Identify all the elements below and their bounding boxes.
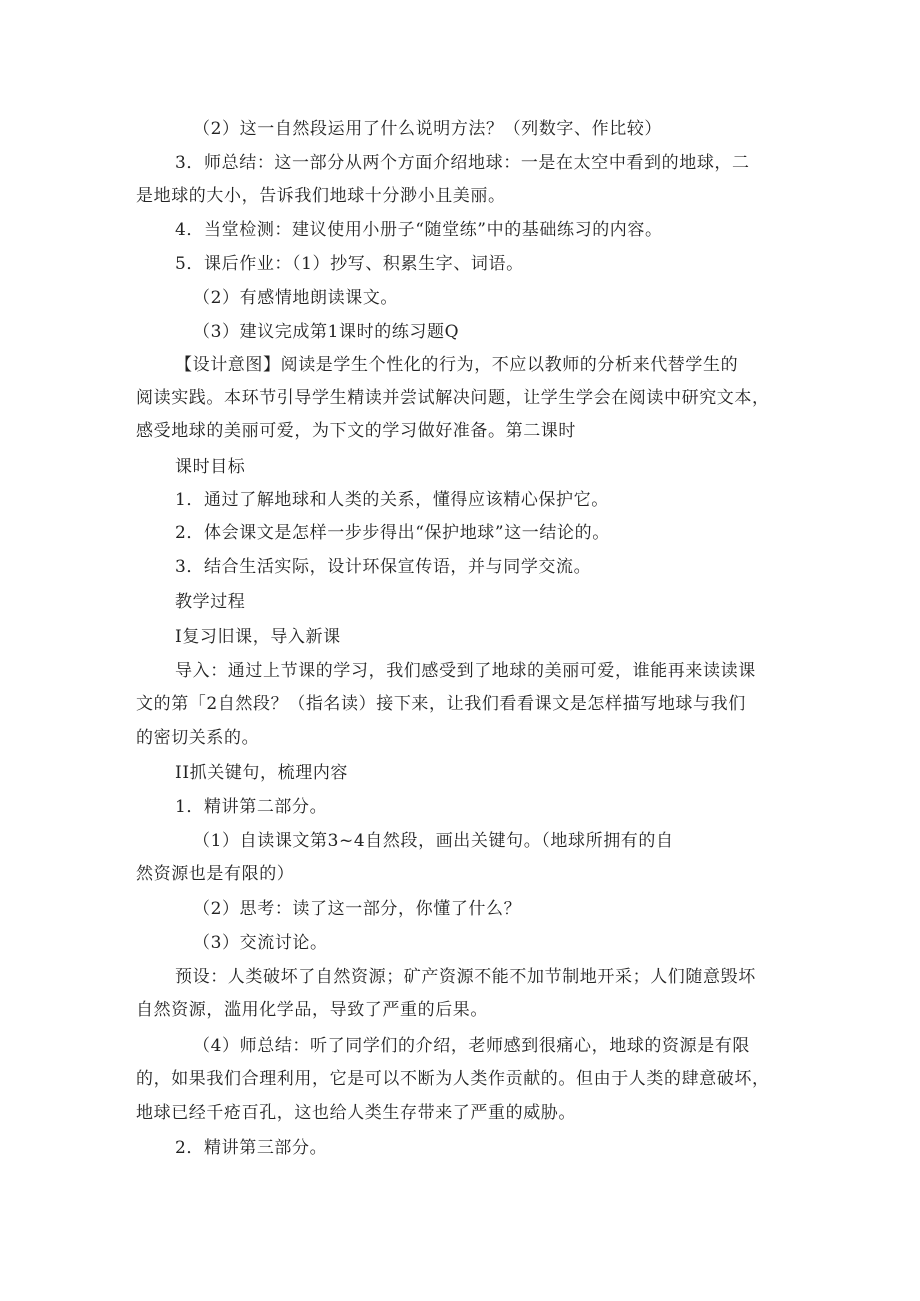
- text-line: 文的第「2自然段？（指名读）接下来，让我们看看课文是怎样描写地球与我们: [136, 694, 746, 714]
- text-line: （1）自读课文第3~4自然段，画出关键句。（地球所拥有的自: [193, 831, 674, 851]
- text-line: 【设计意图】阅读是学生个性化的行为，不应以教师的分析来代替学生的: [175, 355, 739, 375]
- text-line: 3．师总结：这一部分从两个方面介绍地球：一是在太空中看到的地球，二: [175, 153, 750, 173]
- text-line: 2．精讲第三部分。: [175, 1138, 328, 1158]
- text-line: （2）这一自然段运用了什么说明方法？（列数字、作比较）: [193, 119, 663, 139]
- text-line: （4）师总结：听了同学们的介绍，老师感到很痛心，地球的资源是有限: [193, 1036, 751, 1056]
- section-heading: 教学过程: [175, 592, 246, 612]
- text-line: 的，如果我们合理利用，它是可以不断为人类作贡献的。但由于人类的肆意破坏，: [136, 1069, 770, 1089]
- text-line: 1．精讲第二部分。: [175, 797, 328, 817]
- text-line: 感受地球的美丽可爱，为下文的学习做好准备。第二课时: [136, 421, 576, 441]
- text-line: 预设：人类破坏了自然资源；矿产资源不能不加节制地开采；人们随意毁坏: [175, 967, 756, 987]
- text-line: （2）思考：读了这一部分，你懂了什么？: [193, 899, 522, 919]
- text-line: （3）建议完成第1课时的练习题Q: [193, 322, 460, 342]
- text-line: 阅读实践。本环节引导学生精读并尝试解决问题，让学生学会在阅读中研究文本，: [136, 388, 770, 408]
- text-line: 5．课后作业：（1）抄写、积累生字、词语。: [175, 254, 524, 274]
- subsection-heading: II抓关键句，梳理内容: [175, 763, 349, 783]
- subsection-heading: Ⅰ复习旧课，导入新课: [175, 627, 341, 647]
- text-line: 地球已经千疮百孔，这也给人类生存带来了严重的威胁。: [136, 1103, 576, 1123]
- text-line: 3．结合生活实际，设计环保宣传语，并与同学交流。: [175, 557, 592, 577]
- text-line: 2．体会课文是怎样一步步得出“保护地球”这一结论的。: [175, 523, 610, 543]
- text-line: 的密切关系的。: [136, 728, 260, 748]
- text-line: 导入：通过上节课的学习，我们感受到了地球的美丽可爱，谁能再来读读课: [175, 661, 756, 681]
- text-line: 1．通过了解地球和人类的关系，懂得应该精心保护它。: [175, 490, 609, 510]
- text-line: 自然资源，滥用化学品，导致了严重的后果。: [136, 1000, 488, 1020]
- text-line: 4．当堂检测：建议使用小册子“随堂练”中的基础练习的内容。: [175, 220, 663, 240]
- section-heading: 课时目标: [175, 457, 246, 477]
- text-line: （2）有感情地朗读课文。: [193, 288, 399, 308]
- text-line: （3）交流讨论。: [193, 933, 328, 953]
- text-line: 是地球的大小，告诉我们地球十分渺小且美丽。: [136, 186, 506, 206]
- text-line: 然资源也是有限的）: [136, 864, 295, 884]
